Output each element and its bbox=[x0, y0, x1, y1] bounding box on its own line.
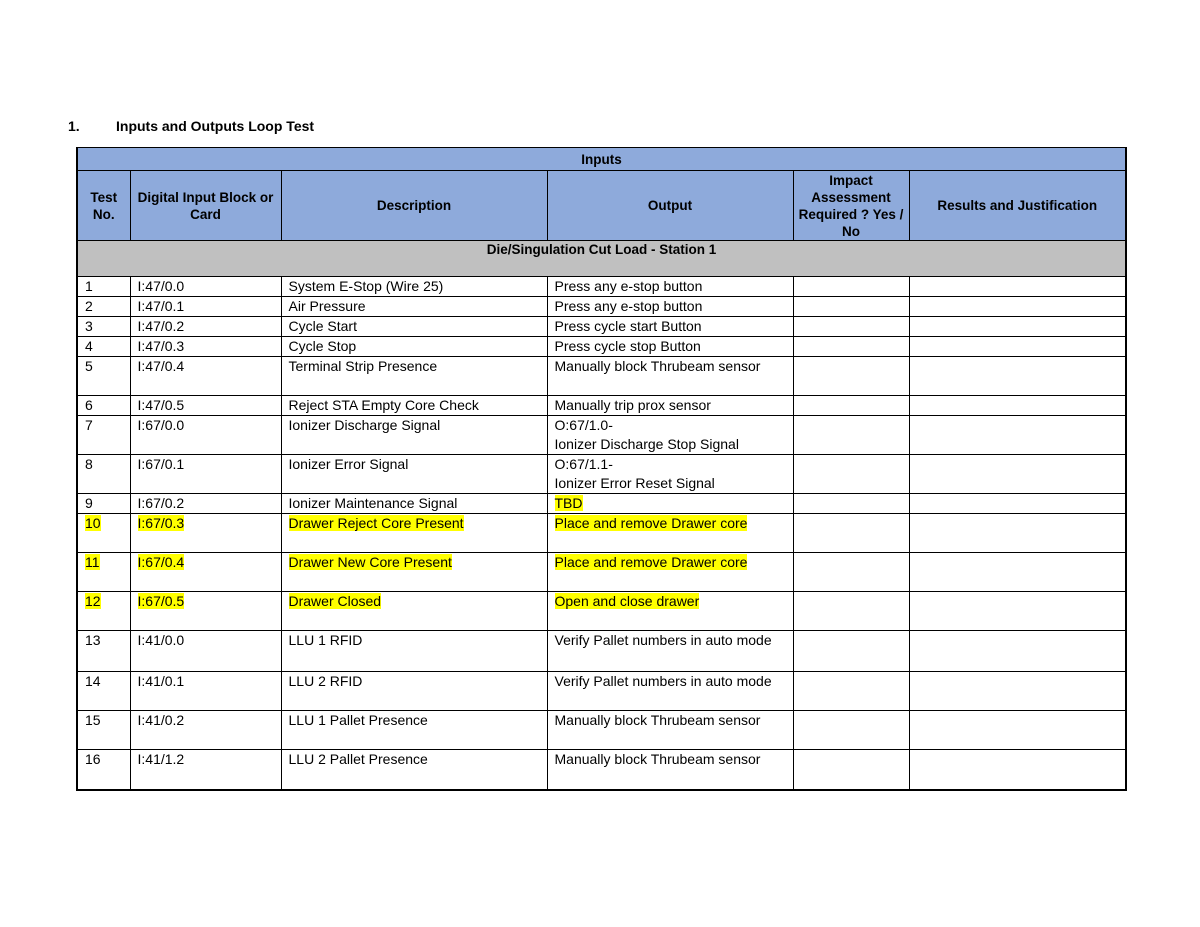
cell-description-text: Drawer Closed bbox=[288, 593, 382, 609]
cell-input bbox=[130, 357, 281, 396]
inputs-group-header: Inputs bbox=[77, 148, 1126, 171]
cell-results bbox=[909, 750, 1126, 790]
cell-description-text: Air Pressure bbox=[288, 298, 366, 314]
cell-test-no-text: 16 bbox=[85, 751, 101, 767]
cell-input-text: I:41/0.2 bbox=[137, 712, 185, 728]
cell-input bbox=[130, 592, 281, 631]
table-row bbox=[77, 672, 1126, 711]
cell-description-text: Terminal Strip Presence bbox=[288, 358, 438, 374]
cell-input-text: I:41/0.0 bbox=[137, 632, 185, 648]
cell-output-text: O:67/1.1- Ionizer Error Reset Signal bbox=[554, 456, 715, 491]
cell-description bbox=[281, 553, 547, 592]
cell-output bbox=[547, 337, 793, 357]
cell-results bbox=[909, 672, 1126, 711]
table-row bbox=[77, 317, 1126, 337]
cell-description-text: LLU 1 RFID bbox=[288, 632, 363, 648]
cell-description-text: LLU 2 RFID bbox=[288, 673, 363, 689]
cell-test-no bbox=[77, 494, 130, 514]
cell-test-no-text: 9 bbox=[85, 495, 93, 511]
cell-description bbox=[281, 455, 547, 494]
cell-impact-assessment bbox=[793, 553, 909, 592]
cell-test-no-text: 1 bbox=[85, 278, 93, 294]
table-row bbox=[77, 494, 1126, 514]
cell-impact-assessment bbox=[793, 317, 909, 337]
cell-results bbox=[909, 514, 1126, 553]
io-loop-test-table bbox=[76, 147, 1127, 791]
section-title: Inputs and Outputs Loop Test bbox=[116, 118, 315, 134]
cell-test-no bbox=[77, 711, 130, 750]
table-row bbox=[77, 631, 1126, 672]
cell-description-text: Ionizer Maintenance Signal bbox=[288, 495, 458, 511]
cell-test-no-text: 3 bbox=[85, 318, 93, 334]
cell-description bbox=[281, 357, 547, 396]
column-header-description: Description bbox=[281, 171, 547, 241]
table-row bbox=[77, 592, 1126, 631]
cell-description bbox=[281, 631, 547, 672]
cell-output bbox=[547, 455, 793, 494]
cell-output bbox=[547, 494, 793, 514]
column-header-digital-input: Digital Input Block or Card bbox=[130, 171, 281, 241]
cell-input-text: I:67/0.0 bbox=[137, 417, 185, 433]
column-header-test-no: Test No. bbox=[77, 171, 130, 241]
table-row bbox=[77, 455, 1126, 494]
cell-input-text: I:67/0.1 bbox=[137, 456, 185, 472]
cell-results bbox=[909, 455, 1126, 494]
cell-test-no bbox=[77, 416, 130, 455]
cell-input-text: I:47/0.5 bbox=[137, 397, 185, 413]
cell-output bbox=[547, 553, 793, 592]
cell-test-no-text: 14 bbox=[85, 673, 101, 689]
cell-test-no-text: 6 bbox=[85, 397, 93, 413]
cell-test-no bbox=[77, 396, 130, 416]
cell-test-no bbox=[77, 514, 130, 553]
cell-description bbox=[281, 672, 547, 711]
cell-input-text: I:67/0.2 bbox=[137, 495, 185, 511]
cell-results bbox=[909, 711, 1126, 750]
cell-description-text: Ionizer Discharge Signal bbox=[288, 417, 441, 433]
cell-output-text: Place and remove Drawer core bbox=[554, 515, 748, 531]
cell-output bbox=[547, 396, 793, 416]
table-row bbox=[77, 750, 1126, 790]
cell-results bbox=[909, 416, 1126, 455]
cell-input bbox=[130, 416, 281, 455]
cell-output bbox=[547, 592, 793, 631]
cell-results bbox=[909, 396, 1126, 416]
cell-output bbox=[547, 277, 793, 297]
table-row bbox=[77, 514, 1126, 553]
cell-results bbox=[909, 357, 1126, 396]
table-row bbox=[77, 297, 1126, 317]
cell-input-text: I:41/1.2 bbox=[137, 751, 185, 767]
cell-results bbox=[909, 494, 1126, 514]
section-row-title: Die/Singulation Cut Load - Station 1 bbox=[77, 241, 1126, 277]
cell-input bbox=[130, 337, 281, 357]
cell-results bbox=[909, 277, 1126, 297]
cell-test-no-text: 4 bbox=[85, 338, 93, 354]
cell-impact-assessment bbox=[793, 592, 909, 631]
cell-test-no bbox=[77, 317, 130, 337]
cell-description bbox=[281, 396, 547, 416]
cell-test-no bbox=[77, 592, 130, 631]
cell-impact-assessment bbox=[793, 297, 909, 317]
cell-input bbox=[130, 277, 281, 297]
cell-impact-assessment bbox=[793, 672, 909, 711]
table-row bbox=[77, 553, 1126, 592]
cell-description-text: Ionizer Error Signal bbox=[288, 456, 409, 472]
cell-description bbox=[281, 494, 547, 514]
cell-test-no bbox=[77, 553, 130, 592]
cell-results bbox=[909, 592, 1126, 631]
column-header-output: Output bbox=[547, 171, 793, 241]
column-header-impact-assessment: Impact Assessment Required ? Yes / No bbox=[793, 171, 909, 241]
table-row bbox=[77, 357, 1126, 396]
cell-description-text: Cycle Stop bbox=[288, 338, 357, 354]
section-heading bbox=[68, 118, 314, 134]
cell-input-text: I:47/0.0 bbox=[137, 278, 185, 294]
cell-output-text: Manually block Thrubeam sensor bbox=[554, 358, 761, 374]
cell-test-no bbox=[77, 337, 130, 357]
table-row bbox=[77, 416, 1126, 455]
cell-input-text: I:47/0.4 bbox=[137, 358, 185, 374]
cell-test-no-text: 10 bbox=[85, 515, 101, 531]
cell-impact-assessment bbox=[793, 494, 909, 514]
cell-output bbox=[547, 631, 793, 672]
cell-test-no bbox=[77, 672, 130, 711]
cell-impact-assessment bbox=[793, 514, 909, 553]
cell-input-text: I:47/0.3 bbox=[137, 338, 185, 354]
cell-input-text: I:67/0.5 bbox=[137, 593, 185, 609]
cell-description-text: Drawer Reject Core Present bbox=[288, 515, 464, 531]
cell-description bbox=[281, 416, 547, 455]
cell-input bbox=[130, 711, 281, 750]
cell-impact-assessment bbox=[793, 337, 909, 357]
cell-test-no-text: 8 bbox=[85, 456, 93, 472]
cell-impact-assessment bbox=[793, 455, 909, 494]
cell-test-no-text: 13 bbox=[85, 632, 101, 648]
cell-input bbox=[130, 553, 281, 592]
cell-input bbox=[130, 750, 281, 790]
cell-output-text: Open and close drawer bbox=[554, 593, 700, 609]
cell-output bbox=[547, 357, 793, 396]
cell-impact-assessment bbox=[793, 416, 909, 455]
cell-input bbox=[130, 297, 281, 317]
cell-test-no-text: 12 bbox=[85, 593, 101, 609]
cell-test-no-text: 15 bbox=[85, 712, 101, 728]
cell-description bbox=[281, 337, 547, 357]
cell-output-text: Manually block Thrubeam sensor bbox=[554, 751, 761, 767]
cell-test-no bbox=[77, 277, 130, 297]
cell-output bbox=[547, 317, 793, 337]
cell-output bbox=[547, 711, 793, 750]
cell-output-text: Press any e-stop button bbox=[554, 278, 703, 294]
cell-input-text: I:67/0.4 bbox=[137, 554, 185, 570]
cell-test-no bbox=[77, 455, 130, 494]
cell-output bbox=[547, 750, 793, 790]
cell-input-text: I:47/0.1 bbox=[137, 298, 185, 314]
cell-input bbox=[130, 494, 281, 514]
cell-output-text: Press any e-stop button bbox=[554, 298, 703, 314]
cell-description-text: LLU 1 Pallet Presence bbox=[288, 712, 428, 728]
cell-description bbox=[281, 514, 547, 553]
cell-output bbox=[547, 514, 793, 553]
cell-description-text: System E-Stop (Wire 25) bbox=[288, 278, 444, 294]
cell-description-text: Reject STA Empty Core Check bbox=[288, 397, 479, 413]
cell-description bbox=[281, 711, 547, 750]
section-number: 1. bbox=[68, 118, 80, 134]
cell-input-text: I:67/0.3 bbox=[137, 515, 185, 531]
cell-results bbox=[909, 317, 1126, 337]
cell-test-no-text: 11 bbox=[85, 554, 100, 570]
cell-output-text: Press cycle start Button bbox=[554, 318, 702, 334]
cell-output bbox=[547, 416, 793, 455]
cell-description bbox=[281, 277, 547, 297]
cell-impact-assessment bbox=[793, 711, 909, 750]
cell-test-no bbox=[77, 297, 130, 317]
cell-input bbox=[130, 514, 281, 553]
cell-results bbox=[909, 297, 1126, 317]
cell-input bbox=[130, 396, 281, 416]
cell-output-text: TBD bbox=[554, 495, 583, 511]
cell-impact-assessment bbox=[793, 631, 909, 672]
cell-input bbox=[130, 631, 281, 672]
cell-results bbox=[909, 337, 1126, 357]
cell-input bbox=[130, 455, 281, 494]
cell-description-text: Cycle Start bbox=[288, 318, 357, 334]
cell-input bbox=[130, 672, 281, 711]
cell-output-text: Press cycle stop Button bbox=[554, 338, 701, 354]
cell-output-text: Verify Pallet numbers in auto mode bbox=[554, 673, 772, 689]
cell-input bbox=[130, 317, 281, 337]
cell-description bbox=[281, 297, 547, 317]
cell-output bbox=[547, 297, 793, 317]
cell-test-no-text: 5 bbox=[85, 358, 93, 374]
cell-description bbox=[281, 750, 547, 790]
cell-output-text: O:67/1.0- Ionizer Discharge Stop Signal bbox=[554, 417, 739, 452]
cell-test-no-text: 7 bbox=[85, 417, 93, 433]
cell-test-no-text: 2 bbox=[85, 298, 93, 314]
cell-output-text: Manually trip prox sensor bbox=[554, 397, 711, 413]
cell-input-text: I:41/0.1 bbox=[137, 673, 185, 689]
cell-results bbox=[909, 553, 1126, 592]
cell-output bbox=[547, 672, 793, 711]
cell-output-text: Verify Pallet numbers in auto mode bbox=[554, 632, 772, 648]
cell-output-text: Manually block Thrubeam sensor bbox=[554, 712, 761, 728]
table-row bbox=[77, 711, 1126, 750]
cell-results bbox=[909, 631, 1126, 672]
column-header-results: Results and Justification bbox=[909, 171, 1126, 241]
cell-impact-assessment bbox=[793, 357, 909, 396]
table-row bbox=[77, 396, 1126, 416]
cell-description bbox=[281, 592, 547, 631]
cell-description-text: LLU 2 Pallet Presence bbox=[288, 751, 428, 767]
cell-impact-assessment bbox=[793, 277, 909, 297]
cell-impact-assessment bbox=[793, 750, 909, 790]
table-row bbox=[77, 277, 1126, 297]
cell-test-no bbox=[77, 750, 130, 790]
cell-test-no bbox=[77, 357, 130, 396]
cell-input-text: I:47/0.2 bbox=[137, 318, 185, 334]
table-row bbox=[77, 337, 1126, 357]
cell-description-text: Drawer New Core Present bbox=[288, 554, 452, 570]
cell-output-text: Place and remove Drawer core bbox=[554, 554, 748, 570]
cell-impact-assessment bbox=[793, 396, 909, 416]
cell-description bbox=[281, 317, 547, 337]
cell-test-no bbox=[77, 631, 130, 672]
